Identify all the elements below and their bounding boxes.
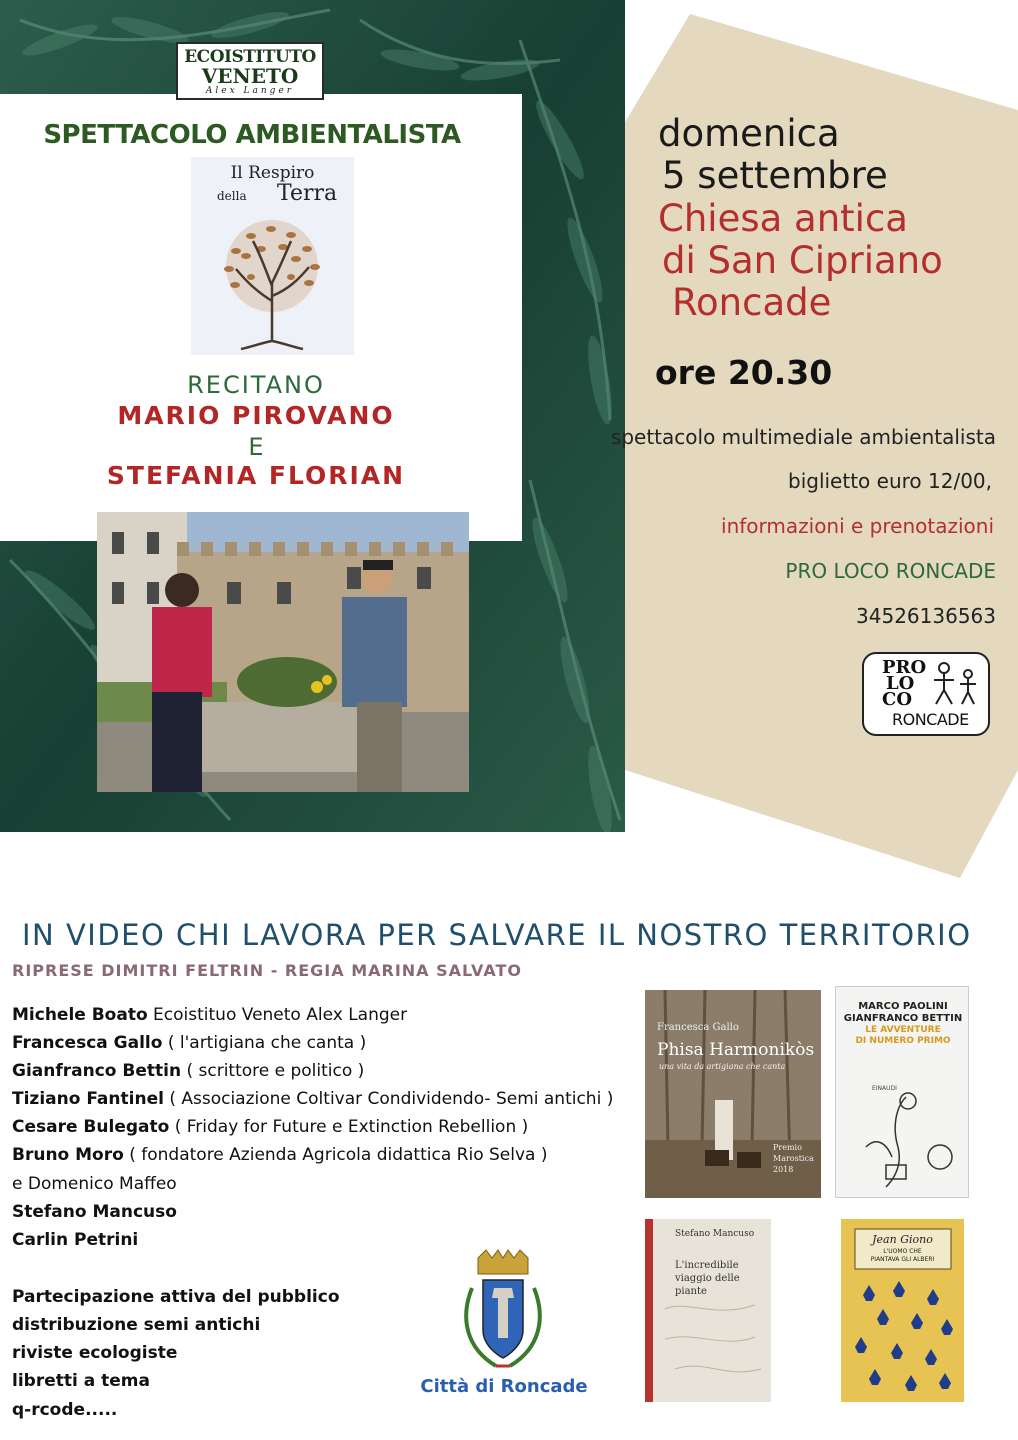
show-title-line: della [217, 189, 247, 203]
logo-text: PRO LO CO [882, 657, 927, 710]
ticket-price: biglietto euro 12/00, [788, 469, 992, 493]
show-title-line: Terra [277, 181, 338, 206]
booking-info: informazioni e prenotazioni [721, 514, 994, 538]
video-heading: IN VIDEO CHI LAVORA PER SALVARE IL NOSTRO TERRITORIO [22, 918, 972, 952]
show-type-heading: SPETTACOLO AMBIENTALISTA [43, 120, 461, 150]
logo-line: Alex Langer [205, 86, 295, 96]
book-title: LE AVVENTURE DI NUMERO PRIMO [855, 1025, 951, 1046]
event-day: domenica [658, 112, 840, 155]
actor-name: MARIO PIROVANO [117, 401, 395, 430]
video-credits: RIPRESE DIMITRI FELTRIN - REGIA MARINA SALVATO [12, 961, 522, 980]
people-icon [926, 660, 982, 708]
activity-item: Partecipazione attiva del pubblico [12, 1287, 340, 1307]
logo-line: ECOISTITUTO [184, 47, 316, 67]
actor-name: STEFANIA FLORIAN [106, 461, 406, 490]
participant-line: Cesare Bulegato ( Friday for Future e Extinction Rebellion ) [12, 1117, 529, 1137]
tree-icon [191, 211, 354, 355]
event-time: ore 20.30 [655, 353, 833, 392]
book-author: MARCO PAOLINI GIANFRANCO BETTIN [843, 1001, 963, 1024]
book-cover [835, 986, 969, 1198]
activity-item: q-rcode..... [12, 1400, 118, 1420]
book-subtitle: una vita da artigiana che canta [659, 1062, 786, 1071]
book-badge: Premio Marostica 2018 [773, 1143, 814, 1174]
proloco-logo [862, 652, 990, 736]
organizer: PRO LOCO RONCADE [785, 559, 996, 583]
participant-line: Tiziano Fantinel ( Associazione Coltivar Condividendo- Semi antichi ) [12, 1089, 614, 1109]
book-author: Stefano Mancuso [675, 1229, 755, 1239]
city-name: Città di Roncade [420, 1376, 588, 1397]
event-venue: Chiesa antica [658, 197, 908, 240]
book-title: Phisa Harmonikòs [657, 1040, 815, 1060]
event-venue: di San Cipriano [662, 239, 943, 282]
book-cover [841, 1219, 964, 1402]
participant-line: Carlin Petrini [12, 1230, 139, 1250]
phone-number[interactable]: 34526136563 [856, 604, 996, 628]
participant-line: Francesca Gallo ( l'artigiana che canta ) [12, 1033, 367, 1053]
actors-photo [97, 512, 469, 792]
logo-line: VENETO [201, 64, 299, 88]
show-title-line: Il Respiro [230, 163, 315, 183]
event-description: spettacolo multimediale ambientalista [610, 425, 996, 449]
ecoistituto-logo [176, 42, 324, 100]
book-cover [645, 990, 821, 1198]
activity-item: riviste ecologiste [12, 1343, 178, 1363]
book-author: Jean Giono [872, 1233, 933, 1246]
activity-item: distribuzione semi antichi [12, 1315, 261, 1335]
book-author: Francesca Gallo [657, 1022, 739, 1033]
event-date: 5 settembre [662, 154, 888, 197]
participant-line: Gianfranco Bettin ( scrittore e politico ) [12, 1061, 365, 1081]
event-venue: Roncade [672, 281, 832, 324]
participant-line: Stefano Mancuso [12, 1202, 177, 1222]
participant-line: Bruno Moro ( fondatore Azienda Agricola didattica Rio Selva ) [12, 1145, 548, 1165]
activity-item: libretti a tema [12, 1371, 150, 1391]
logo-text: RONCADE [892, 710, 969, 729]
book-publisher: EINAUDI [872, 1085, 897, 1092]
performers-label: RECITANO [187, 371, 325, 399]
show-title-artwork [191, 157, 354, 355]
coat-of-arms-icon [456, 1248, 550, 1378]
book-title: L'UOMO CHE PIANTAVA GLI ALBERI [870, 1248, 935, 1263]
participant-line: e Domenico Maffeo [12, 1174, 177, 1194]
book-cover [645, 1219, 771, 1402]
book-title: L'incredibile viaggio delle piante [675, 1260, 740, 1297]
illustration-icon [836, 1087, 969, 1197]
participant-line: Michele Boato Ecoistituo Veneto Alex Langer [12, 1005, 408, 1025]
conjunction: E [248, 433, 264, 461]
